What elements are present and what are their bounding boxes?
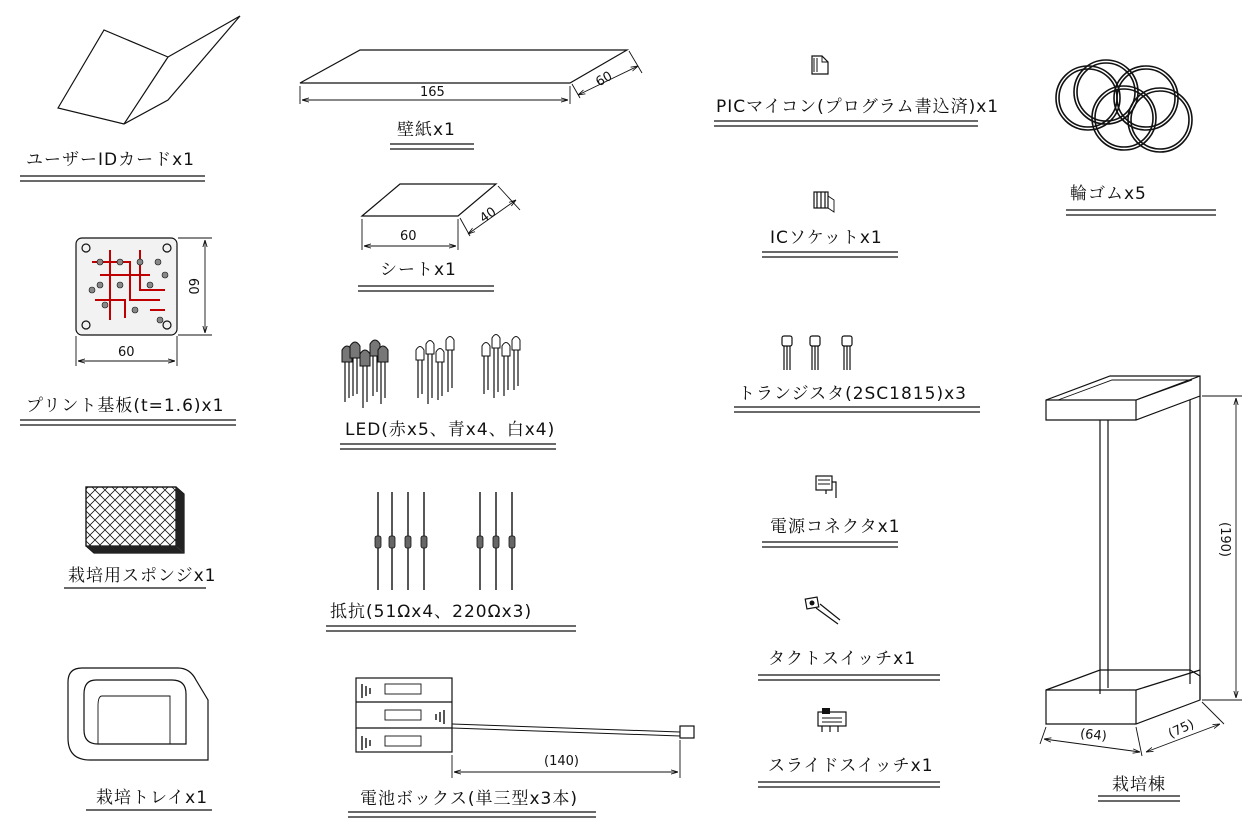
sponge-label: 栽培用スポンジx1 xyxy=(68,566,217,586)
pic-label: PICマイコン(プログラム書込済)x1 xyxy=(716,97,1000,117)
stand-height-dim: (190) xyxy=(1217,522,1232,557)
wallpaper-width-dim: 60 xyxy=(593,68,616,91)
battery-cable-dim: (140) xyxy=(544,754,579,769)
sheet-width-dim: 40 xyxy=(477,204,500,227)
transistor-label: トランジスタ(2SC1815)x3 xyxy=(738,384,967,404)
power-connector-label: 電源コネクタx1 xyxy=(770,517,901,537)
tact-switch-label: タクトスイッチx1 xyxy=(768,649,917,669)
sheet-length-dim: 60 xyxy=(400,229,417,244)
wallpaper-length-dim: 165 xyxy=(420,85,445,100)
wallpaper-label: 壁紙x1 xyxy=(397,120,456,140)
slide-switch-label: スライドスイッチx1 xyxy=(768,756,934,776)
stand-label: 栽培棟 xyxy=(1112,775,1166,795)
resistor-label: 抵抗(51Ωx4、220Ωx3) xyxy=(330,602,533,622)
pcb-width-dim: 60 xyxy=(118,345,135,360)
rubber-band-label: 輪ゴムx5 xyxy=(1070,184,1147,204)
led-label: LED(赤x5、青x4、白x4) xyxy=(345,420,556,440)
stand-drawing xyxy=(1040,376,1242,801)
user-id-card-label: ユーザーIDカードx1 xyxy=(26,150,195,170)
stand-depth-dim: (75) xyxy=(1166,717,1197,742)
tray-label: 栽培トレイx1 xyxy=(96,788,209,808)
pcb-height-dim: 60 xyxy=(185,278,200,295)
stand-width-dim: (64) xyxy=(1079,726,1108,745)
sheet-label: シートx1 xyxy=(380,260,457,280)
wallpaper-drawing xyxy=(300,50,642,149)
ic-socket-label: ICソケットx1 xyxy=(770,228,883,248)
pcb-label: プリント基板(t=1.6)x1 xyxy=(26,396,225,416)
battery-box-label: 電池ボックス(単三型x3本) xyxy=(360,789,578,809)
